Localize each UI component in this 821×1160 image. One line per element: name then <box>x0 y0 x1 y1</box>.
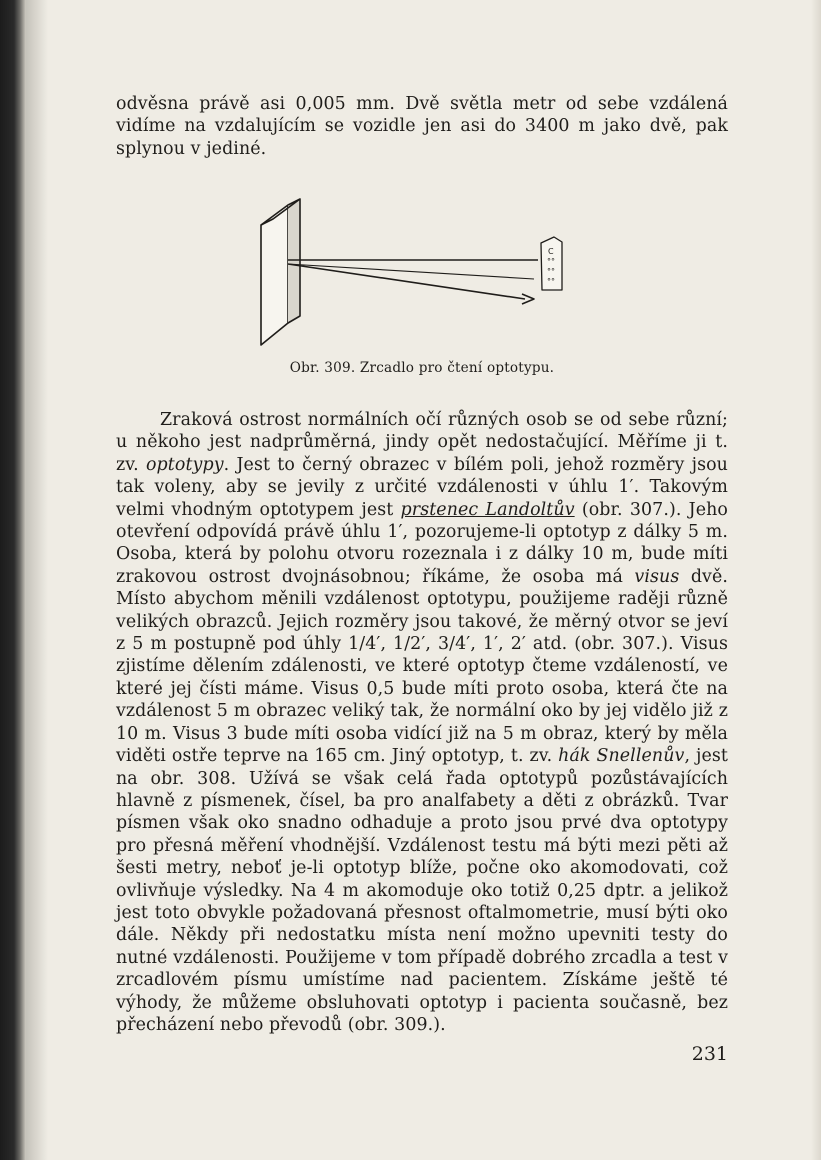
paragraph-main <box>116 409 728 1036</box>
term-visus: visus <box>634 566 680 587</box>
paragraph-main-part1: Zraková ostrost normálních očí různých osob se od sebe různí; u někoho jest nadprůměrná, jindy opět nedostačující. Měříme ji t. zv. <box>116 410 728 475</box>
mirror-side-face <box>288 199 300 323</box>
paragraph-main-part3: (obr. 307.). Jeho otevření odpovídá právě úhlu 1′, pozorujeme-li optotyp z dálky 5 m. Osoba, která by polohu otvoru rozeznala i z dálky 10 m, bude míti zrakovou ostrost dvojnásobnou; říkáme, že osoba má <box>116 499 728 587</box>
paragraph-top <box>116 93 728 160</box>
chart-symbol-line4: °° <box>547 277 555 286</box>
sight-line-reflected <box>288 264 534 279</box>
term-optotypy: optotypy <box>145 454 224 475</box>
chart-symbol-line1: C <box>548 247 554 256</box>
chart-symbol-line2: °° <box>547 257 555 266</box>
gutter-shadow <box>26 0 48 1160</box>
figure-caption: Obr. 309. Zrcadlo pro čtení optotypu. <box>289 360 555 376</box>
paragraph-main-part5: , jest na obr. 308. Užívá se však celá řada optotypů pozůstávajících hlavně z písmenek, čísel, ba pro analfabety a děti z obrázků. Tvar písmen však oko snadno odhaduje a proto jsou prvé dva optotypy pro přesná měření vhodnější. Vzdálenost testu má býti mezi pěti až šesti metry, neboť je-li optotyp blíže, počne oko akomodovati, což ovlivňuje výsledky. Na 4 m akomoduje oko totiž 0,25 dptr. a jelikož jest toto obvykle požadovaná přesnost oftalmometrie, musí býti oko dále. Někdy při nedostatku místa není možno upevniti testy do nutné vzdálenosti. Použijeme v tom případě dobrého zrcadla a test v zrcadlovém písmu umístíme nad pacientem. Získáme ještě té výhody, že můžeme obsluhovati optotyp i pacienta současně, bez přecházení nebo převodů (obr. 309.). <box>116 746 728 1035</box>
paragraph-top-text: odvěsna právě asi 0,005 mm. Dvě světla metr od sebe vzdálená vidíme na vzdalujícím se vozidle jen asi do 3400 m jako dvě, pak splynou v jediné. <box>116 94 728 159</box>
book-binding-shadow <box>0 0 26 1160</box>
mirror-front-face <box>261 205 288 345</box>
page-edge <box>811 0 821 1160</box>
page-number: 231 <box>691 1043 728 1065</box>
mirror-optotype-figure <box>250 198 580 358</box>
paragraph-main-part4: dvě. Místo abychom měnili vzdálenost optotypu, použijeme raději různě velikých obrazců. Jejich rozměry jsou takové, že měrný otvor se jeví z 5 m postupně pod úhly 1/4′, 1/2′, 3/4′, 1′, 2′ atd. (obr. 307.). Visus zjistíme dělením zdálenosti, ve které optotyp čteme vzdáleností, ve které jej čísti máme. Visus 0,5 bude míti proto osoba, která čte na vzdálenost 5 m obrazec veliký tak, že normální oko by jej vidělo již z 10 m. Visus 3 bude míti osoba vidící již na 5 m obraz, který by měla viděti ostře teprve na 165 cm. Jiný optotyp, t. zv. <box>116 566 728 767</box>
paragraph-main-part2: . Jest to černý obrazec v bílém poli, jehož rozměry jsou tak voleny, aby se jevily z určité vzdálenosti v úhlu 1′. Takovým velmi vhodným optotypem jest <box>116 454 728 520</box>
sight-line-eye <box>288 264 525 299</box>
term-snellen-hook: hák Snellenův <box>558 746 685 767</box>
term-landolt-ring: prstenec Landoltův <box>400 499 575 520</box>
chart-symbol-line3: °° <box>547 267 555 276</box>
